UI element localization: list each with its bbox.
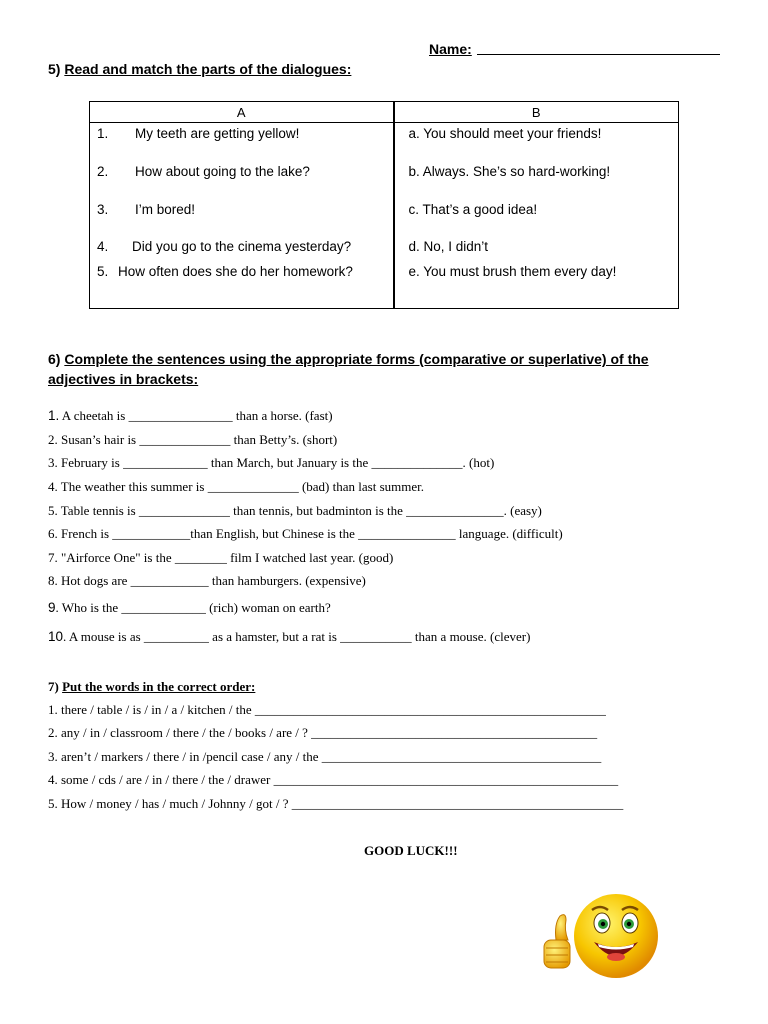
column-b-item: d. No, I didn’t: [408, 239, 489, 254]
sentence-number: 6.: [48, 526, 58, 541]
matching-table: [89, 101, 679, 309]
sentence-1: [48, 408, 333, 424]
sentence-9: [48, 600, 331, 616]
column-a-item-number: 4.: [97, 239, 109, 254]
sentence-text: February is _____________ than March, but January is the ______________. (hot): [57, 455, 495, 470]
word-order-item-1: 1. there / table / is / in / a / kitchen / the ______________________________________________________: [48, 702, 606, 717]
sentence-text: French is ____________than English, but Chinese is the _______________ language. (difficult): [57, 526, 563, 541]
column-a-item: [97, 202, 196, 217]
good-luck-text: GOOD LUCK!!!: [364, 843, 458, 858]
word-order-item-2: 2. any / in / classroom / there / the / books / are / ? ____________________________________________: [48, 725, 598, 740]
sentence-text: Susan’s hair is ______________ than Betty’s. (short): [57, 432, 338, 447]
column-a-item-text: Did you go to the cinema yesterday?: [132, 239, 352, 254]
exercise-5-title: Read and match the parts of the dialogues:: [64, 61, 352, 77]
exercise-7-title: Put the words in the correct order:: [62, 679, 256, 694]
exercise-5-number: 5): [48, 61, 61, 77]
sentence-6: [48, 526, 563, 542]
exercise-7-number: 7): [48, 679, 59, 694]
column-a-header: A: [90, 102, 394, 123]
column-b-item: b. Always. She’s so hard-working!: [408, 164, 611, 179]
word-order-item-4: 4. some / cds / are / in / there / the / drawer _____________________________________________________: [48, 772, 619, 787]
sentence-number: 3.: [48, 455, 58, 470]
sentence-text: . A mouse is as __________ as a hamster, but a rat is ___________ than a mouse. (clever): [63, 629, 531, 644]
column-a-item: [97, 264, 353, 279]
column-a-item-text: My teeth are getting yellow!: [135, 126, 300, 141]
column-b-item: a. You should meet your friends!: [408, 126, 602, 141]
column-a-item: [97, 239, 352, 254]
column-a-item-text: I’m bored!: [135, 202, 196, 217]
sentence-number: 7.: [48, 550, 58, 565]
column-a-item: [97, 164, 310, 179]
sentence-7: [48, 550, 393, 566]
exercise-5-heading: [48, 61, 351, 77]
column-a-item-text: How about going to the lake?: [135, 164, 310, 179]
name-blank-line[interactable]: [477, 54, 720, 55]
sentence-text: Hot dogs are ____________ than hamburgers. (expensive): [57, 573, 366, 588]
sentence-3: [48, 455, 494, 471]
sentence-number: 9: [48, 600, 56, 615]
sentence-8: [48, 573, 366, 589]
sentence-2: [48, 432, 337, 448]
sentence-number: 1.: [48, 408, 60, 423]
exercise-6-heading: [48, 349, 708, 389]
column-b-item: c. That’s a good idea!: [408, 202, 538, 217]
sentence-text: . Who is the _____________ (rich) woman on earth?: [55, 600, 331, 615]
sentence-text: "Airforce One" is the ________ film I watched last year. (good): [57, 550, 394, 565]
exercise-6-number: 6): [48, 351, 61, 367]
column-a-item: [97, 126, 300, 141]
name-label: Name:: [429, 41, 472, 57]
sentence-text: Table tennis is ______________ than tennis, but badminton is the _______________. (easy): [57, 503, 542, 518]
sentence-number: 4.: [48, 479, 58, 494]
column-a-item-number: 1.: [97, 126, 109, 141]
word-order-item-5: 5. How / money / has / much / Johnny / got / ? ___________________________________________________: [48, 796, 624, 811]
column-b-item: e. You must brush them every day!: [408, 264, 617, 279]
sentence-10: [48, 629, 530, 645]
column-b-header: B: [394, 102, 679, 123]
column-a-item-number: 2.: [97, 164, 109, 179]
column-a-item-text: How often does she do her homework?: [118, 264, 353, 279]
column-a-item-number: 3.: [97, 202, 109, 217]
sentence-5: [48, 503, 542, 519]
column-b-cell: [394, 123, 679, 309]
sentence-number: 10: [48, 629, 64, 644]
exercise-6-title: Complete the sentences using the appropriate forms (comparative or superlative) of the adjectives in brackets:: [48, 351, 649, 387]
sentence-number: 2.: [48, 432, 58, 447]
sentence-number: 5.: [48, 503, 58, 518]
column-a-item-number: 5.: [97, 264, 109, 279]
sentence-number: 8.: [48, 573, 58, 588]
exercise-7-heading: [48, 679, 255, 695]
column-a-cell: [90, 123, 394, 309]
sentence-4: [48, 479, 424, 495]
sentence-text: The weather this summer is ______________ (bad) than last summer.: [57, 479, 424, 494]
sentence-text: A cheetah is ________________ than a horse. (fast): [59, 408, 333, 423]
thumbs-up-smiley-icon: [538, 890, 662, 982]
word-order-item-3: 3. aren’t / markers / there / in /pencil case / any / the ___________________________________________: [48, 749, 602, 764]
